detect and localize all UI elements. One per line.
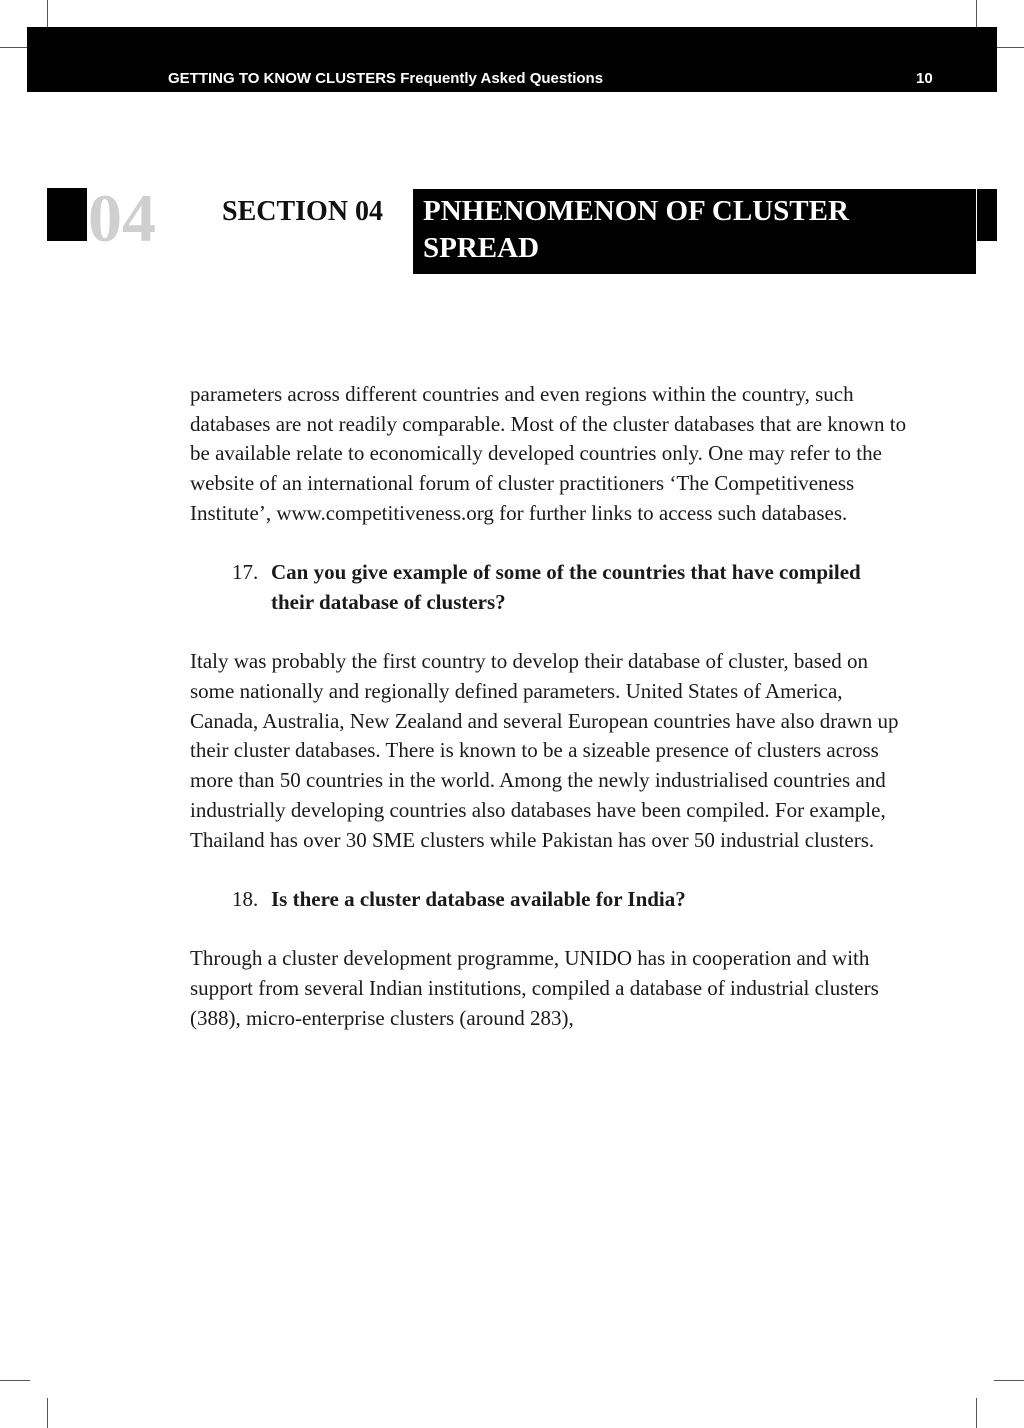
section-label: SECTION 04: [222, 196, 384, 227]
question-number: 17.: [232, 560, 259, 585]
section-title: PNHENOMENON OF CLUSTER SPREAD: [423, 195, 849, 264]
faq-question-18: [232, 885, 910, 915]
crop-mark: [976, 1398, 977, 1428]
crop-mark: [47, 1398, 48, 1428]
crop-mark: [994, 1380, 1024, 1381]
crop-mark: [0, 1380, 30, 1381]
question-text: Is there a cluster database available for India?: [271, 886, 686, 911]
section-title-tab: [977, 189, 997, 241]
page-number: 10: [916, 70, 933, 87]
running-header-title: GETTING TO KNOW CLUSTERS Frequently Asked Questions: [168, 70, 604, 87]
body-paragraph: parameters across different countries and even regions within the country, such databases are not readily comparable. Most of the cluster databases that are known to be available relate to economically developed countries only. One may refer to the website of an international forum of cluster practitioners ‘The Competitiveness Institute’, www.competitiveness.org for further links to access such databases.: [190, 382, 907, 525]
section-title-box: [413, 189, 976, 274]
question-text: Can you give example of some of the countries that have compiled their database of clusters?: [271, 560, 861, 614]
crop-mark: [47, 0, 48, 30]
body-content: [190, 380, 910, 1063]
body-paragraph: Italy was probably the first country to develop their database of cluster, based on some nationally and regionally defined parameters. United States of America, Canada, Australia, New Zealand and several European countries have also drawn up their cluster databases. There is known to be a sizeable presence of clusters across more than 50 countries in the world. Among the newly industrialised countries and industrially developing countries also databases have been compiled. For example, Thailand has over 30 SME clusters while Pakistan has over 50 industrial clusters.: [190, 649, 899, 852]
question-number: 18.: [232, 886, 259, 911]
crop-mark: [994, 47, 1024, 48]
section-big-number: 04: [88, 180, 156, 256]
crop-mark: [976, 0, 977, 30]
faq-question-17: [232, 558, 910, 617]
crop-mark: [0, 47, 30, 48]
section-marker-square: [47, 188, 87, 241]
body-paragraph: Through a cluster development programme, UNIDO has in cooperation and with support from several Indian institutions, compiled a database of industrial clusters (388), micro-enterprise clusters (around 283),: [190, 946, 879, 1030]
